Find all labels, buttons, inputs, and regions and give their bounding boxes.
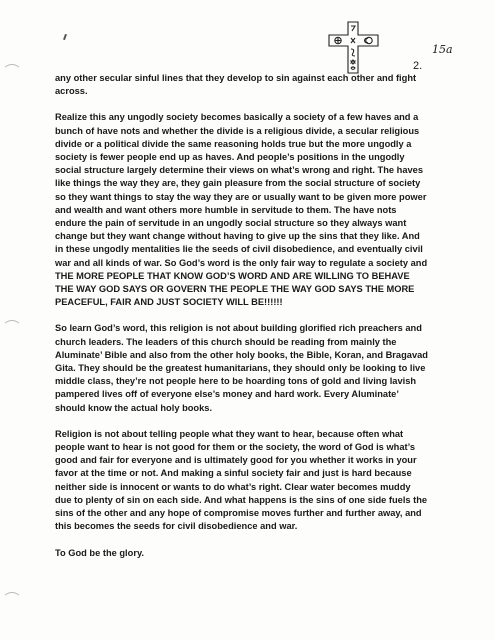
cross-emblem-icon bbox=[326, 19, 382, 75]
paragraph-continuation: any other secular sinful lines that they develop to sin against each other and fight across. bbox=[55, 73, 417, 97]
paragraph-religion: Religion is not about telling people what they want to hear, because often what people want to hear is not good for them or the society, the word of God is what’s good and fair for everyone and is ultimately good for you whether it works in your favor at the time or not. And making a sinful society fair and just is hard because neither side is innocent or wants to do what’s right. Clear water becomes muddy due to plenty of sin on each side. And what happens is the sins of one side fuels the sins of the other and any hope of compromise moves further and further away, and this becomes the seeds for civil disobedience and war. bbox=[55, 428, 428, 532]
closing-line: To God be the glory. bbox=[55, 547, 145, 558]
scan-edge-mark bbox=[4, 590, 20, 596]
paragraph-ungodly-society: Realize this any ungodly society becomes basically a society of a few haves and a bunch of have nots and whether the divide is a religious divide, a secular religious divide or a political divide the same reasoning holds true but the more ungodly a society is fewer people end up as haves. And people’s positions in the ungodly social structure largely determine their views on what’s wrong and right. The haves like things the way they are, they gain pleasure from the social structure of society so they want things to stay the way they are or usually want to be given more power and wealth and want others more humble in servitude to them. The have nots endure the pain of servitude in an ungodly social structure so they always want change but they want change without having to give up the sins that they like. And in these ungodly mentalities lie the seeds of civil disobedience, and eventually civil war and all kinds of war. So God’s word is the only fair way to regulate a society and THE MORE PEOPLE THAT KNOW GOD’S WORD AND ARE WILLING TO BEHAVE THE WAY GOD SAYS OR GOVERN THE PEOPLE THE WAY GOD SAYS THE MORE PEACEFUL, FAIR AND JUST SOCIETY WILL BE!!!!!! bbox=[55, 112, 428, 308]
handwritten-page-number: 15a bbox=[432, 43, 453, 56]
scan-speck bbox=[63, 34, 67, 40]
paragraph-learn-gods-word: So learn God’s word, this religion is not about building glorified rich preachers and church leaders. The leaders of this church should be reading from mainly the Aluminate’ Bible and also from the other holy books, the Bible, Koran, and Bragavad Gita. They should be the greatest humanitarians, they should only be looking to live middle class, they’re not people here to be hoarding tons of gold and living lavish pampered lives off of everyone else’s money and hard work. Every Aluminate’ should know the actual holy books. bbox=[55, 323, 428, 413]
scan-edge-mark bbox=[4, 62, 20, 68]
scan-edge-mark bbox=[4, 318, 20, 324]
document-body bbox=[55, 72, 429, 573]
page-number: 2. bbox=[413, 60, 423, 72]
